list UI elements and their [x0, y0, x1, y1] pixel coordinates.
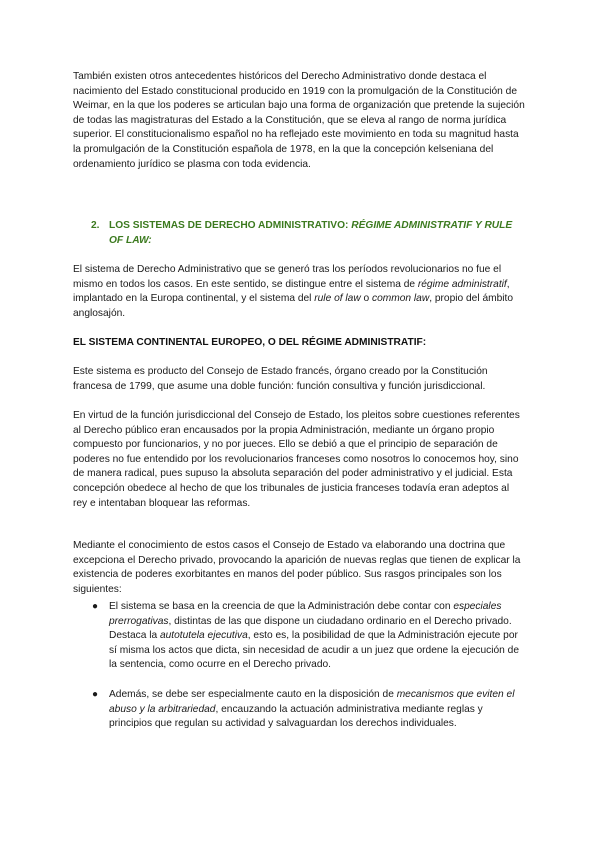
italic-term: autotutela ejecutiva: [159, 630, 248, 642]
text-run: , distintas de las que dispone un ciudadano ordinario en el Derecho privado. Destaca la: [109, 615, 512, 642]
text-run: , esto es, la posibilidad de que la Administración ejecute por sí misma los actos que dicta, sin necesidad de acudir a un juez que ordene la ejecución de la sentencia, como ocurre en el Derecho privado.: [109, 630, 520, 671]
list-item: [73, 688, 525, 732]
bullet-icon: ●: [92, 689, 99, 700]
italic-term: rule of law: [314, 293, 361, 305]
text-run: o: [360, 293, 373, 305]
bullet-text: [109, 600, 525, 673]
section-number: 2.: [91, 220, 100, 231]
italic-term: especiales prerrogativas: [109, 601, 502, 627]
paragraph-consejo: Este sistema es producto del Consejo de Estado francés, órgano creado por la Constitución francesa de 1799, que asume una doble función: función consultiva y función jurisdiccional.: [73, 366, 488, 392]
subheading-continental: EL SISTEMA CONTINENTAL EUROPEO, O DEL RÉGIME ADMINISTRATIF:: [73, 337, 427, 348]
text-run: El sistema de Derecho Administrativo que se generó tras los períodos revolucionarios no fue el mismo en todos los casos. En este sentido, se distingue entre el sistema de: [73, 264, 502, 290]
section-2-heading: [73, 219, 525, 248]
paragraph-systems: [73, 263, 525, 321]
bullet-text: [109, 688, 525, 732]
paragraph-jurisdiccional: En virtud de la función jurisdiccional del Consejo de Estado, los pleitos sobre cuestiones referentes al Derecho público eran encausados por la propia Administración, mediante un órgano propio compuesto por funcionarios, y no por jueces. Ello se debió a que el principio de separación de poderes no fue entendido por los revolucionarios franceses como nosotros lo conocemos hoy, sino de manera radical, pues supuso la absoluta separación del poder administrativo y el judicial. Esta concepción obedece al hecho de que los tribunales de justicia franceses todavía eran adeptos al rey e intentaban bloquear las reformas.: [73, 410, 520, 509]
paragraph-doctrina: Mediante el conocimiento de estos casos el Consejo de Estado va elaborando una doctrina que excepciona el Derecho privado, provocando la aparición de nuevas reglas que tienen de explicar la existencia de poderes exorbitantes en manos del poder público. Sus rasgos principales son los siguientes:: [73, 540, 521, 595]
section-title-italic: RÉGIME ADMINISTRATIF Y RULE OF LAW:: [109, 220, 513, 246]
text-run: , propio del ámbito anglosajón.: [73, 293, 514, 319]
list-item: [73, 600, 525, 673]
section-title: [109, 219, 525, 248]
italic-term: mecanismos que eviten el abuso y la arbitrariedad: [109, 689, 515, 715]
text-run: Además, se debe ser especialmente cauto en la disposición de: [109, 689, 397, 700]
paragraph-weimar: También existen otros antecedentes históricos del Derecho Administrativo donde destaca el nacimiento del Estado constitucional producido en 1919 con la promulgación de la Constitución de Weimar, en la que los poderes se articulan bajo una forma de organización que pretende la sujeción de todas las magistraturas del Estado a la Constitución, que se eleva al rango de norma jurídica superior. El constitucionalismo español no ha reflejado este movimiento en toda su magnitud hasta la promulgación de la Constitución española de 1978, en la que la concepción kelseniana del ordenamiento jurídico se plasma con toda evidencia.: [73, 71, 525, 170]
bullet-icon: ●: [92, 601, 99, 612]
text-run: , implantado en la Europa continental, y el sistema del: [73, 278, 510, 305]
italic-term: régime administratif: [417, 278, 507, 290]
section-title-plain: LOS SISTEMAS DE DERECHO ADMINISTRATIVO:: [109, 220, 352, 231]
italic-term: common law: [372, 293, 430, 305]
text-run: , encauzando la actuación administrativa mediante reglas y principios que regulan su actividad y salvaguardan los derechos individuales.: [109, 703, 483, 730]
text-run: El sistema se basa en la creencia de que la Administración debe contar con: [109, 601, 454, 612]
